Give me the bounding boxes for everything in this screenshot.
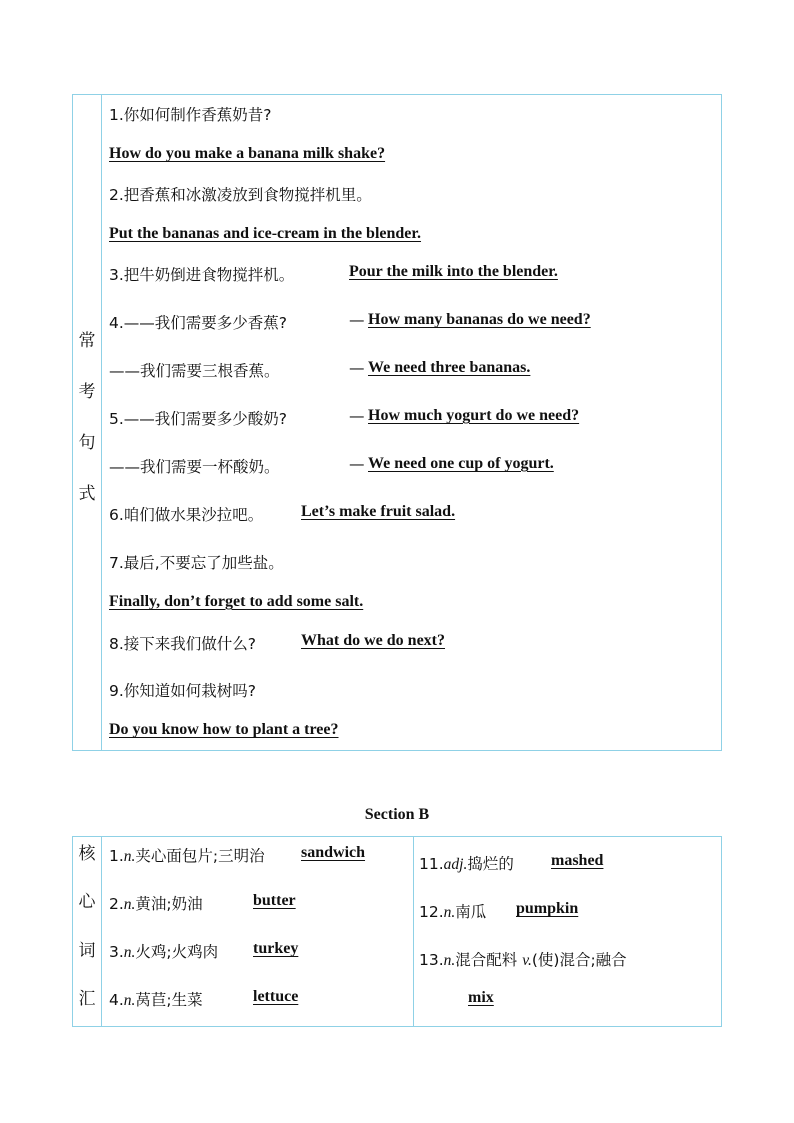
- section-label-vocab: [73, 846, 101, 1008]
- part-of-speech: n.: [123, 896, 136, 913]
- vocab-meaning: 莴苣;生菜: [135, 991, 203, 1009]
- sentence-en-4a: How many bananas do we need?: [368, 311, 591, 328]
- part-of-speech: n.: [123, 992, 136, 1009]
- part-of-speech: n.: [443, 904, 456, 921]
- dialogue-dash: —: [349, 407, 365, 425]
- vocab-number: 1.: [109, 847, 124, 865]
- sentence-cn-1: 1.你如何制作香蕉奶昔?: [109, 106, 272, 124]
- vocab-meaning: 混合配料: [455, 951, 518, 969]
- column-divider: [101, 837, 102, 1026]
- vocab-meaning: 夹心面包片;三明治: [135, 847, 265, 865]
- dialogue-dash: —: [349, 311, 365, 329]
- sentence-en-9: Do you know how to plant a tree?: [109, 721, 339, 738]
- sentence-en-1: How do you make a banana milk shake?: [109, 145, 386, 162]
- sentence-cn-4b: ——我们需要三根香蕉。: [109, 362, 280, 380]
- vocab-entry: [109, 844, 265, 866]
- part-of-speech: n.: [123, 944, 136, 961]
- part-of-speech: adj.: [443, 856, 468, 873]
- vocab-entry: [419, 948, 627, 970]
- column-divider: [413, 837, 414, 1026]
- sentence-en-4b: We need three bananas.: [368, 359, 531, 376]
- vocab-word: lettuce: [253, 988, 299, 1005]
- sentence-en-5a: How much yogurt do we need?: [368, 407, 580, 424]
- label-char: 核: [78, 844, 96, 864]
- vocab-word: sandwich: [301, 844, 366, 861]
- vocab-number: 11.: [419, 855, 444, 873]
- vocab-word: turkey: [253, 940, 299, 957]
- label-char: 词: [78, 940, 96, 961]
- vocab-entry: [109, 940, 218, 962]
- sentence-en-8: What do we do next?: [301, 632, 446, 649]
- vocab-entry: [109, 988, 203, 1010]
- sentence-en-6: Let’s make fruit salad.: [301, 503, 456, 520]
- label-char: 心: [78, 892, 96, 913]
- vocab-meaning: 捣烂的: [467, 855, 514, 873]
- vocab-entry: [419, 852, 514, 874]
- vocab-word: mashed: [551, 852, 604, 869]
- vocab-number: 12.: [419, 903, 444, 921]
- sentence-cn-2: 2.把香蕉和冰激凌放到食物搅拌机里。: [109, 186, 372, 204]
- vocab-meaning: 黄油;奶油: [135, 895, 203, 913]
- vocab-entry: [419, 900, 486, 922]
- vocab-number: 4.: [109, 991, 124, 1009]
- sentence-cn-4a: 4.——我们需要多少香蕉?: [109, 314, 288, 332]
- vocab-number: 3.: [109, 943, 124, 961]
- sentence-cn-7: 7.最后,不要忘了加些盐。: [109, 554, 284, 572]
- vocabulary-table: [72, 836, 722, 1027]
- part-of-speech: n.: [123, 848, 136, 865]
- vocab-word: pumpkin: [516, 900, 579, 917]
- sentence-cn-6: 6.咱们做水果沙拉吧。: [109, 506, 264, 524]
- vocab-meaning: (使)混合;融合: [531, 951, 627, 969]
- sentence-cn-5a: 5.——我们需要多少酸奶?: [109, 410, 288, 428]
- sentence-en-5b: We need one cup of yogurt.: [368, 455, 554, 472]
- vocab-number: 2.: [109, 895, 124, 913]
- sentence-patterns-table: [72, 94, 722, 751]
- vocab-number: 13.: [419, 951, 444, 969]
- dialogue-dash: —: [349, 359, 365, 377]
- sentence-cn-8: 8.接下来我们做什么?: [109, 635, 257, 653]
- vocab-meaning: 火鸡;火鸡肉: [135, 943, 219, 961]
- vocab-entry: [109, 892, 203, 914]
- sentence-en-2: Put the bananas and ice-cream in the blender.: [109, 225, 422, 242]
- label-char: 汇: [78, 988, 96, 1009]
- vocab-word: butter: [253, 892, 296, 909]
- vocab-meaning: 南瓜: [455, 903, 487, 921]
- sentence-cn-3: 3.把牛奶倒进食物搅拌机。: [109, 266, 295, 284]
- sentence-en-3: Pour the milk into the blender.: [349, 263, 558, 280]
- sentence-cn-9: 9.你知道如何栽树吗?: [109, 682, 257, 700]
- label-char: 句: [78, 433, 96, 453]
- label-char: 式: [78, 484, 96, 504]
- label-char: 考: [78, 382, 96, 402]
- vocab-word: mix: [468, 989, 494, 1006]
- sentence-cn-5b: ——我们需要一杯酸奶。: [109, 458, 280, 476]
- label-char: 常: [78, 331, 96, 351]
- sentence-en-7: Finally, don’t forget to add some salt.: [109, 593, 364, 610]
- part-of-speech: n.: [443, 952, 456, 969]
- section-b-heading: Section B: [364, 806, 430, 823]
- column-divider: [101, 95, 102, 750]
- section-label-sentences: [73, 333, 101, 503]
- dialogue-dash: —: [349, 455, 365, 473]
- part-of-speech: v.: [522, 952, 532, 969]
